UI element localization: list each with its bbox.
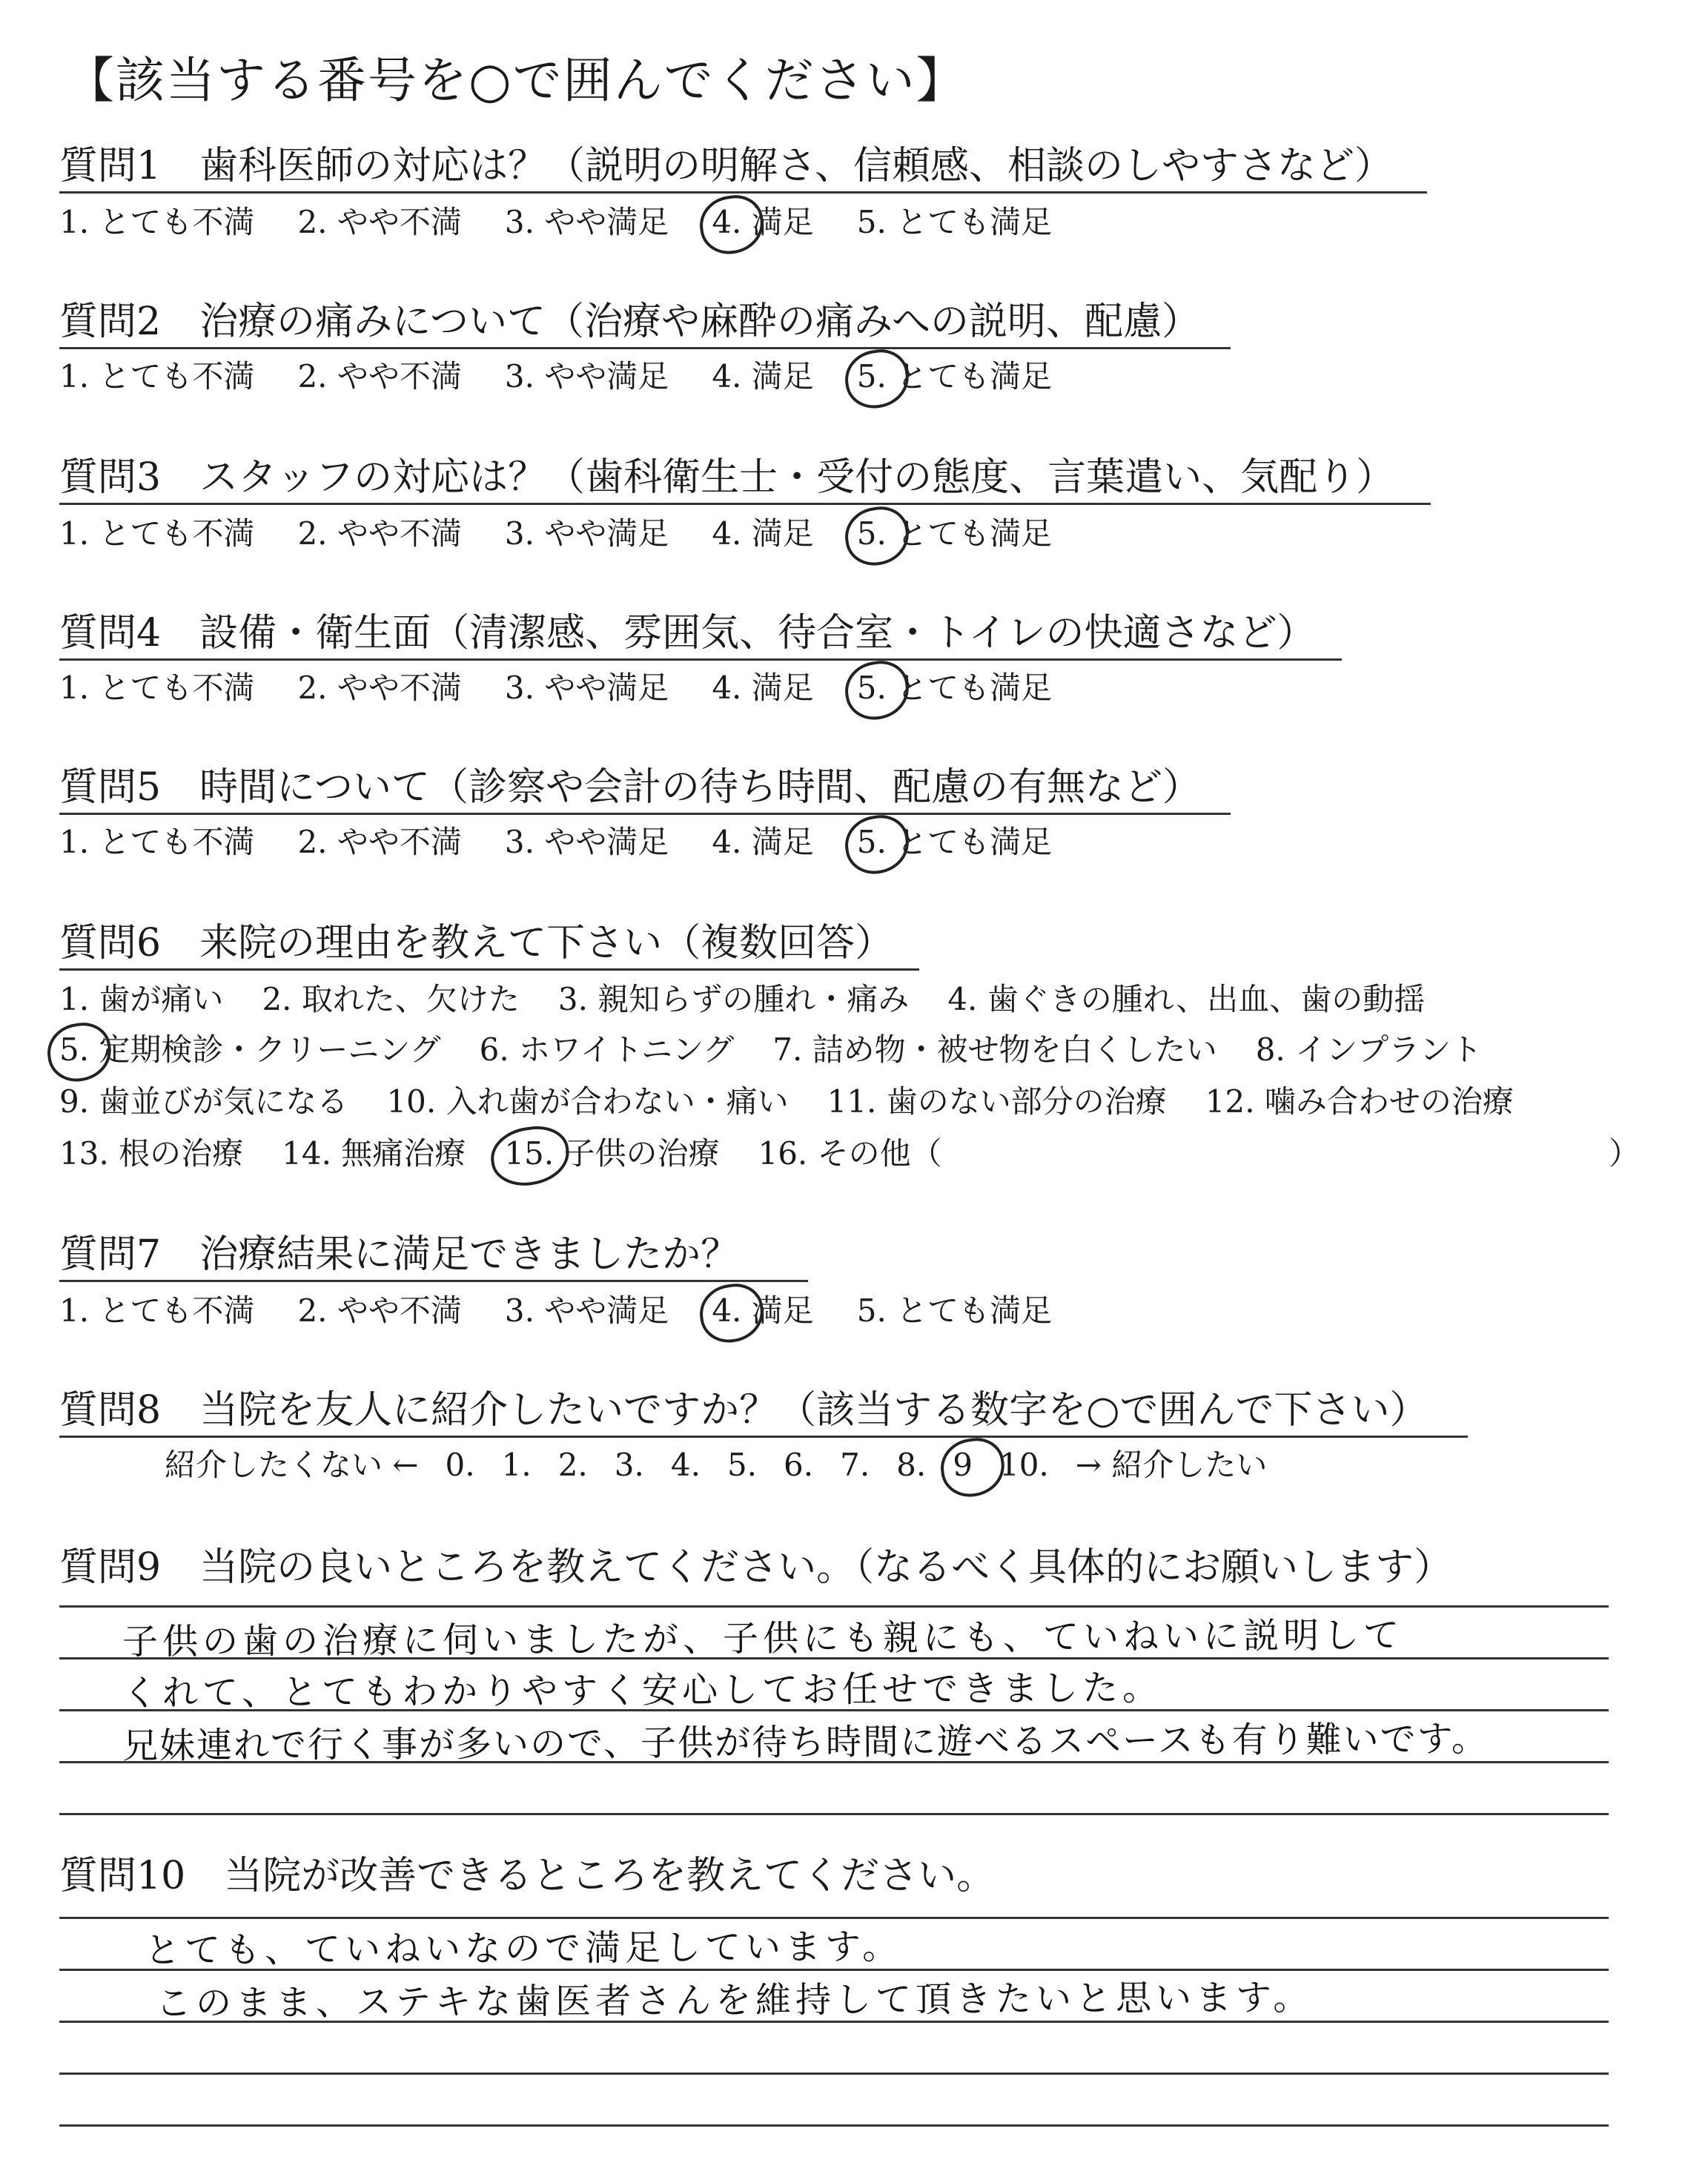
q6-option-4[interactable]: 4. 歯ぐきの腫れ、出血、歯の動揺 bbox=[947, 981, 1426, 1017]
q2-option-2[interactable]: 2. やや不満 bbox=[297, 358, 462, 394]
q6-options-row-4 bbox=[59, 1133, 981, 1175]
q6-option-2[interactable]: 2. 取れた、欠けた bbox=[262, 981, 520, 1017]
q9-answer-text-1: 子供の歯の治療に伺いましたが、子供にも親にも、ていねいに説明して bbox=[122, 1614, 1404, 1663]
q6-option-3[interactable]: 3. 親知らずの腫れ・痛み bbox=[557, 981, 910, 1017]
q6-option-16[interactable]: 16. その他（ bbox=[758, 1135, 942, 1172]
q5-option-4[interactable]: 4. 満足 bbox=[712, 824, 814, 860]
q7-options bbox=[59, 1290, 1052, 1332]
q6-option-9[interactable]: 9. 歯並びが気になる bbox=[59, 1083, 348, 1120]
q7-option-3[interactable]: 3. やや満足 bbox=[504, 1292, 669, 1329]
q6-option-7[interactable]: 7. 詰め物・被せ物を白くしたい bbox=[772, 1031, 1217, 1068]
q5-option-1[interactable]: 1. とても不満 bbox=[59, 824, 255, 860]
q5-option-2[interactable]: 2. やや不満 bbox=[297, 824, 462, 860]
q2-option-1[interactable]: 1. とても不満 bbox=[59, 358, 255, 394]
q7-option-5[interactable]: 5. とても満足 bbox=[856, 1292, 1053, 1329]
q6-options-row-1 bbox=[59, 979, 1463, 1020]
q5-option-5-selected[interactable]: 5. とても満足 bbox=[857, 822, 1052, 863]
q10-answer-line-4 bbox=[59, 2073, 1609, 2075]
q2-option-5-selected[interactable]: 5. とても満足 bbox=[857, 356, 1052, 397]
q8-scale-2[interactable]: 2. bbox=[557, 1447, 588, 1483]
q6-option-11[interactable]: 11. 歯のない部分の治療 bbox=[827, 1083, 1167, 1120]
q8-scale-6[interactable]: 6. bbox=[784, 1447, 814, 1483]
q6-option-6[interactable]: 6. ホワイトニング bbox=[479, 1031, 735, 1068]
q10-answer-line-1 bbox=[59, 1917, 1609, 1919]
q4-option-1[interactable]: 1. とても不満 bbox=[59, 670, 255, 706]
q6-option-1[interactable]: 1. 歯が痛い bbox=[59, 981, 224, 1017]
q6-other-close-paren: ） bbox=[1609, 1135, 1641, 1172]
q3-underline bbox=[59, 503, 1431, 505]
q1-option-4-selected[interactable]: 4. 満足 bbox=[712, 202, 813, 243]
q7-underline bbox=[59, 1280, 808, 1282]
q1-option-1[interactable]: 1. とても不満 bbox=[59, 204, 255, 240]
q6-option-12[interactable]: 12. 噛み合わせの治療 bbox=[1205, 1083, 1514, 1120]
q9-answer-text-3: 兄妹連れで行く事が多いので、子供が待ち時間に遊べるスペースも有り難いです。 bbox=[122, 1718, 1489, 1767]
q10-answer-text-2: このまま、ステキな歯医者さんを維持して頂きたいと思います。 bbox=[155, 1976, 1314, 2025]
q2-option-3[interactable]: 3. やや満足 bbox=[504, 358, 669, 394]
q7-option-4-selected[interactable]: 4. 満足 bbox=[712, 1290, 813, 1332]
q8-scale-9-selected[interactable]: 9 bbox=[953, 1444, 973, 1486]
q8-scale-8[interactable]: 8. bbox=[896, 1447, 927, 1483]
q8-scale-5[interactable]: 5. bbox=[726, 1447, 758, 1483]
q4-option-2[interactable]: 2. やや不満 bbox=[297, 670, 462, 706]
q8-scale-1[interactable]: 1. bbox=[501, 1447, 532, 1483]
q4-underline bbox=[59, 658, 1342, 661]
q8-scale-4[interactable]: 4. bbox=[670, 1447, 701, 1483]
q6-option-10[interactable]: 10. 入れ歯が合わない・痛い bbox=[386, 1083, 789, 1120]
q5-underline bbox=[59, 813, 1231, 815]
q8-left-label: 紹介したくない ← bbox=[165, 1447, 419, 1483]
q2-option-4[interactable]: 4. 満足 bbox=[712, 358, 814, 394]
q4-options bbox=[59, 667, 1052, 709]
q6-option-5-selected[interactable]: 5. 定期検診・クリーニング bbox=[59, 1029, 441, 1071]
q9-title: 質問9 当院の良いところを教えてください。（なるべく具体的にお願いします） bbox=[59, 1545, 1453, 1590]
q6-title: 質問6 来院の理由を教えて下さい（複数回答） bbox=[59, 921, 894, 965]
q7-title: 質問7 治療結果に満足できましたか？ bbox=[59, 1232, 740, 1277]
q6-options-row-2 bbox=[59, 1029, 1520, 1071]
q1-option-3[interactable]: 3. やや満足 bbox=[504, 204, 669, 240]
page-title: 【該当する番号を○で囲んでください】 bbox=[65, 52, 967, 109]
q6-option-8[interactable]: 8. インプラント bbox=[1255, 1031, 1483, 1068]
q4-option-3[interactable]: 3. やや満足 bbox=[504, 670, 669, 706]
q2-options bbox=[59, 356, 1052, 397]
q1-option-5[interactable]: 5. とても満足 bbox=[856, 204, 1053, 240]
q6-option-13[interactable]: 13. 根の治療 bbox=[59, 1135, 244, 1172]
q8-underline bbox=[59, 1436, 1468, 1438]
q3-option-2[interactable]: 2. やや不満 bbox=[297, 515, 462, 552]
q4-option-5-selected[interactable]: 5. とても満足 bbox=[857, 667, 1052, 709]
q3-option-1[interactable]: 1. とても不満 bbox=[59, 515, 255, 552]
q9-answer-line-5 bbox=[59, 1813, 1609, 1815]
q8-scale-7[interactable]: 7. bbox=[840, 1447, 870, 1483]
q10-title: 質問10 当院が改善できるところを教えてください。 bbox=[59, 1854, 996, 1898]
q3-option-3[interactable]: 3. やや満足 bbox=[504, 515, 669, 552]
q1-underline bbox=[59, 191, 1427, 194]
q2-underline bbox=[59, 347, 1231, 349]
q5-option-3[interactable]: 3. やや満足 bbox=[504, 824, 669, 860]
q6-option-14[interactable]: 14. 無痛治療 bbox=[282, 1135, 466, 1172]
q1-options bbox=[59, 202, 1052, 243]
q3-option-5-selected[interactable]: 5. とても満足 bbox=[857, 513, 1052, 555]
q2-title: 質問2 治療の痛みについて（治療や麻酔の痛みへの説明、配慮） bbox=[59, 300, 1201, 344]
q6-option-15-selected[interactable]: 15. 子供の治療 bbox=[504, 1133, 719, 1175]
q3-options bbox=[59, 513, 1052, 555]
q8-scale-3[interactable]: 3. bbox=[614, 1447, 644, 1483]
q3-title: 質問3 スタッフの対応は？（歯科衛生士・受付の態度、言葉遣い、気配り） bbox=[59, 455, 1395, 500]
q4-option-4[interactable]: 4. 満足 bbox=[712, 670, 814, 706]
q1-title: 質問1 歯科医師の対応は？（説明の明解さ、信頼感、相談のしやすさなど） bbox=[59, 144, 1394, 188]
q8-title: 質問8 当院を友人に紹介したいですか？（該当する数字を○で囲んで下さい） bbox=[59, 1388, 1429, 1433]
q1-option-2[interactable]: 2. やや不満 bbox=[297, 204, 462, 240]
q8-right-label: → 紹介したい bbox=[1075, 1447, 1268, 1483]
q9-answer-text-2: くれて、とてもわかりやすく安心してお任せできました。 bbox=[122, 1667, 1163, 1714]
q5-title: 質問5 時間について（診察や会計の待ち時間、配慮の有無など） bbox=[59, 765, 1202, 810]
q7-option-2[interactable]: 2. やや不満 bbox=[297, 1292, 462, 1329]
q6-underline bbox=[59, 968, 919, 971]
q10-answer-text-1: とても、ていねいなので満足しています。 bbox=[144, 1926, 903, 1972]
q9-answer-line-1 bbox=[59, 1605, 1609, 1608]
q4-title: 質問4 設備・衛生面（清潔感、雰囲気、待合室・トイレの快適さなど） bbox=[59, 611, 1316, 655]
q10-answer-line-5 bbox=[59, 2124, 1609, 2127]
q7-option-1[interactable]: 1. とても不満 bbox=[59, 1292, 255, 1329]
q6-options-row-3 bbox=[59, 1081, 1552, 1123]
q8-scale bbox=[165, 1444, 1294, 1486]
q8-scale-10[interactable]: 10. bbox=[999, 1447, 1049, 1483]
q8-scale-0[interactable]: 0. bbox=[445, 1447, 475, 1483]
q3-option-4[interactable]: 4. 満足 bbox=[712, 515, 814, 552]
q5-options bbox=[59, 822, 1052, 863]
